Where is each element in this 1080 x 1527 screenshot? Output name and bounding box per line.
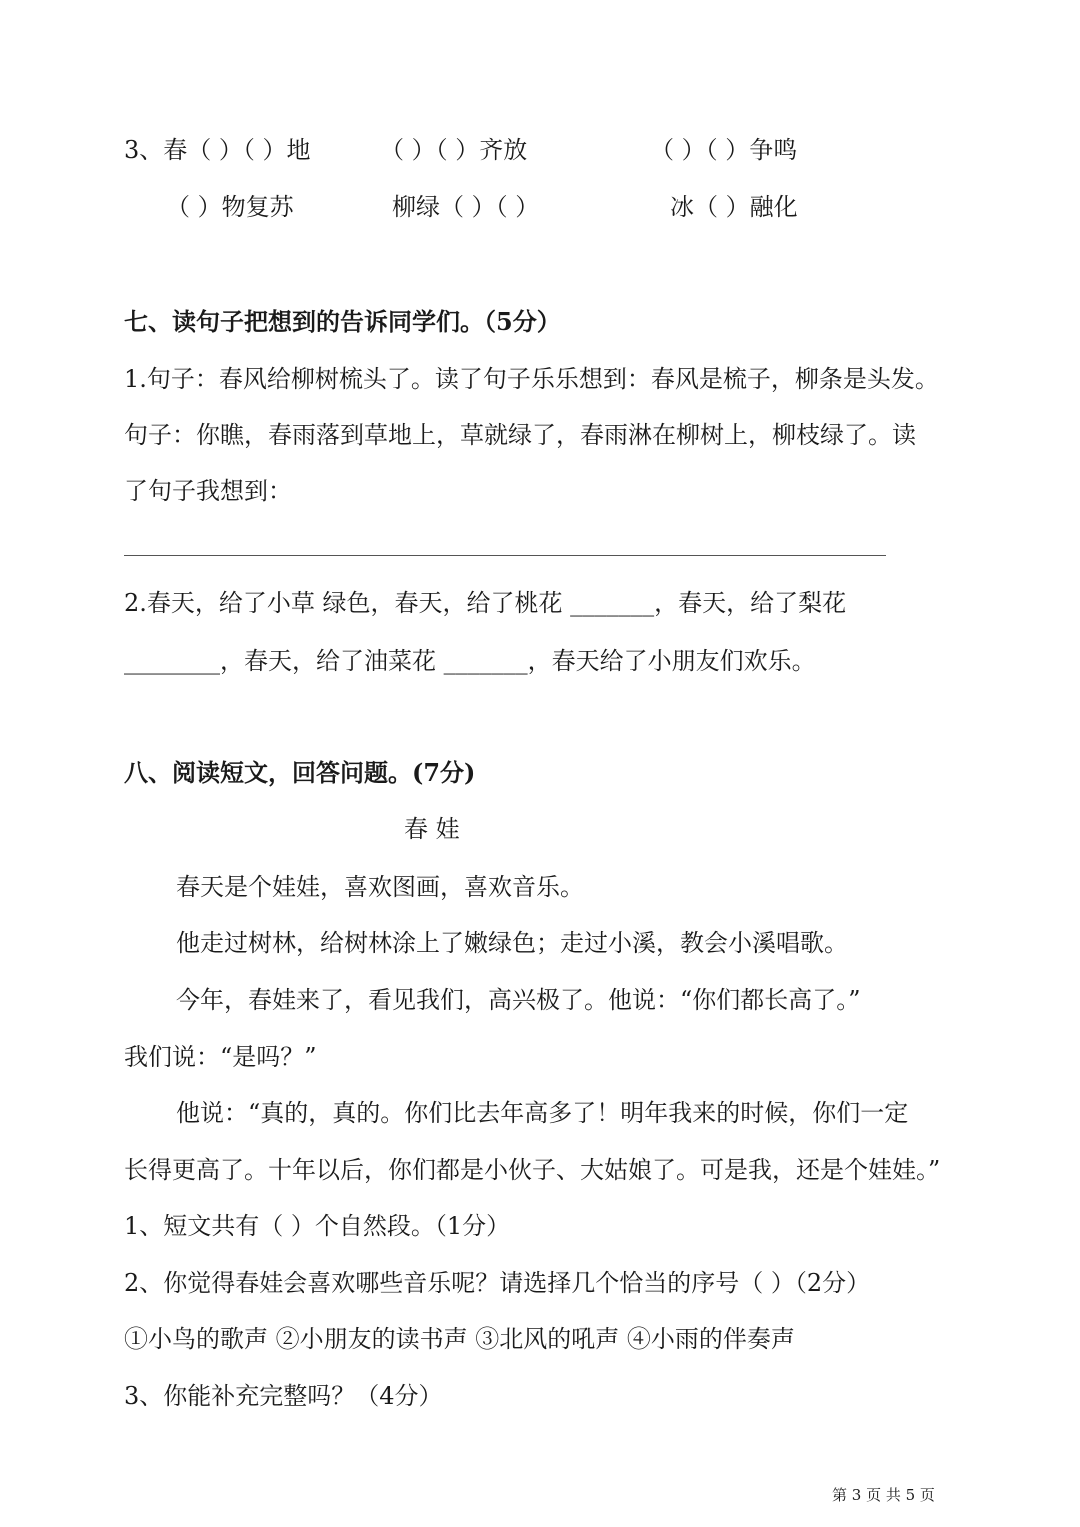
- section7-q1-line3: 了句子我想到：: [124, 477, 292, 505]
- passage-paragraph-4-line1: 他说：“真的，真的。你们比去年高多了！明年我来的时候，你们一定: [176, 1099, 909, 1127]
- section7-q2-line1: 2.春天，给了小草 绿色，春天，给了桃花 _______，春天，给了梨花: [124, 589, 847, 617]
- passage-paragraph-1: 春天是个娃娃，喜欢图画，喜欢音乐。: [176, 873, 584, 901]
- page-number: 第 3 页 共 5 页: [832, 1486, 935, 1504]
- section8-question-2-options: ①小鸟的歌声 ②小朋友的读书声 ③北风的吼声 ④小雨的伴奏声: [124, 1325, 795, 1353]
- passage-paragraph-2: 他走过树林，给树林涂上了嫩绿色；走过小溪，教会小溪唱歌。: [176, 929, 848, 957]
- section8-heading: 八、阅读短文，回答问题。(7分): [124, 758, 476, 787]
- idiom-row1-a: 3、春（ ）（ ）地: [124, 136, 311, 164]
- passage-paragraph-3-line2: 我们说：“是吗？”: [124, 1043, 317, 1071]
- idiom-row2-c: 冰（ ）融化: [670, 193, 798, 221]
- idiom-row2-b: 柳绿（ ）（ ）: [392, 193, 540, 221]
- section7-q2-line2: ________，春天，给了油菜花 _______，春天给了小朋友们欢乐。: [124, 647, 816, 675]
- section7-q1-line1: 1.句子：春风给柳树梳头了。读了句子乐乐想到：春风是梳子，柳条是头发。: [124, 365, 939, 393]
- section8-question-1: 1、短文共有（ ）个自然段。（1分）: [124, 1212, 511, 1240]
- answer-line: [124, 555, 886, 556]
- idiom-row1-b: （ ）（ ）齐放: [380, 136, 528, 164]
- section7-heading: 七、读句子把想到的告诉同学们。（5分）: [124, 307, 561, 336]
- idiom-row2-a: （ ）物复苏: [166, 193, 294, 221]
- passage-paragraph-3-line1: 今年，春娃来了，看见我们，高兴极了。他说：“你们都长高了。”: [176, 986, 861, 1014]
- passage-paragraph-4-line2: 长得更高了。十年以后，你们都是小伙子、大姑娘了。可是我，还是个娃娃。”: [124, 1156, 941, 1184]
- section7-q1-line2: 句子：你瞧，春雨落到草地上，草就绿了，春雨淋在柳树上，柳枝绿了。读: [124, 421, 916, 449]
- passage-title: 春 娃: [404, 815, 460, 843]
- section8-question-3: 3、你能补充完整吗？（4分）: [124, 1382, 443, 1410]
- idiom-row1-c: （ ）（ ）争鸣: [650, 136, 798, 164]
- section8-question-2: 2、你觉得春娃会喜欢哪些音乐呢？请选择几个恰当的序号（ ）（2分）: [124, 1269, 871, 1297]
